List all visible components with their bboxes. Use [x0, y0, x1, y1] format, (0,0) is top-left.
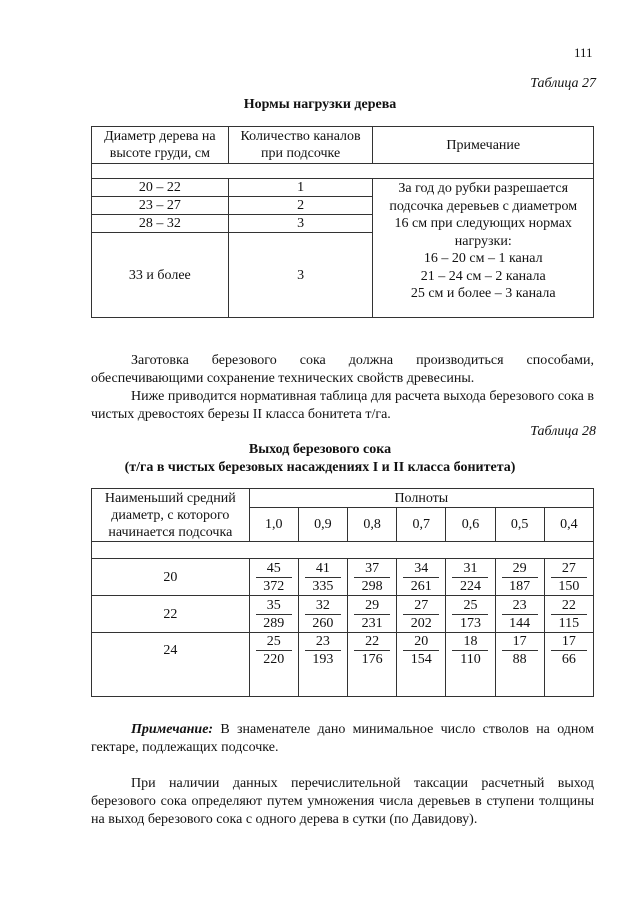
table28-label: Таблица 28 [530, 424, 596, 439]
fraction-denominator: 298 [361, 578, 383, 594]
fraction-denominator: 193 [312, 652, 334, 667]
table27-note-cell [373, 179, 594, 318]
table27-cell-diameter: 23 – 27 [92, 197, 229, 215]
fraction-numerator: 34 [403, 560, 439, 578]
paragraph: Заготовка березового сока должна производиться способами, обеспечивающими сохранение технических свойств древесины. [91, 353, 594, 386]
table27-cell-diameter: 33 и более [92, 233, 229, 318]
table28-cell-fraction [446, 596, 495, 633]
table28-density-header: 0,8 [348, 508, 397, 542]
table27-cell-diameter: 20 – 22 [92, 179, 229, 197]
fraction-denominator: 202 [410, 615, 432, 631]
fraction-denominator: 187 [509, 578, 531, 594]
fraction-denominator: 66 [561, 652, 576, 667]
table28-cell-fraction [446, 633, 495, 697]
table27-label: Таблица 27 [530, 76, 596, 91]
fraction-denominator: 335 [312, 578, 334, 594]
fraction-numerator: 22 [551, 597, 587, 615]
fraction-denominator: 260 [312, 615, 334, 631]
fraction-denominator: 154 [410, 652, 432, 667]
table28-cell-fraction [544, 633, 593, 697]
table28-cell-fraction [495, 559, 544, 596]
fraction-numerator: 41 [305, 560, 341, 578]
table27-title: Нормы нагрузки дерева [243, 97, 397, 112]
fraction-numerator: 32 [305, 597, 341, 615]
table27-cell-channels: 3 [228, 215, 373, 233]
paragraph: При наличии данных перечислительной таксации расчетный выход березового сока определяют путем умножения числа деревьев в ступени толщины на выход березового сока с одного дерева в сутки (по Давидову). [91, 776, 594, 827]
table28-cell-fraction [348, 596, 397, 633]
paragraph: Ниже приводится нормативная таблица для расчета выхода березового сока в чистых древостоях березы II класса бонитета т/га. [91, 389, 594, 422]
body-text-block-1 [91, 352, 594, 424]
table27-header-diameter: Диаметр дерева на высоте груди, см [92, 127, 229, 164]
fraction-numerator: 27 [403, 597, 439, 615]
fraction-denominator: 289 [263, 615, 285, 631]
table28 [91, 488, 594, 697]
fraction-numerator: 17 [502, 633, 538, 651]
table28-cell-fraction [249, 633, 298, 697]
note-label: Примечание: [131, 722, 214, 737]
note-paragraph [91, 721, 594, 757]
table27-header-note: Примечание [373, 127, 594, 164]
fraction-denominator: 115 [558, 615, 580, 631]
note-block [91, 721, 594, 757]
table28-density-header: 0,5 [495, 508, 544, 542]
table28-spacer-row [92, 542, 594, 559]
table28-cell-fraction [397, 559, 446, 596]
note-line: подсочка деревьев с диаметром [389, 198, 578, 214]
fraction-denominator: 150 [558, 578, 580, 594]
table27-cell-channels: 3 [228, 233, 373, 318]
note-text: В знаменателе дано минимальное число стволов на одном гектаре, подлежащих подсочке. [91, 722, 594, 755]
table28-cell-fraction [544, 559, 593, 596]
fraction-denominator: 88 [512, 652, 527, 667]
fraction-numerator: 31 [452, 560, 488, 578]
fraction-numerator: 35 [256, 597, 292, 615]
fraction-numerator: 29 [354, 597, 390, 615]
table27-cell-diameter: 28 – 32 [92, 215, 229, 233]
table28-cell-fraction [298, 596, 347, 633]
note-line: За год до рубки разрешается [398, 181, 569, 196]
fraction-denominator: 176 [361, 652, 383, 667]
table28-density-header: 0,4 [544, 508, 593, 542]
fraction-denominator: 231 [361, 615, 383, 631]
fraction-numerator: 17 [551, 633, 587, 651]
fraction-numerator: 27 [551, 560, 587, 578]
table28-title-line2: (т/га в чистых березовых насаждениях I и II класса бонитета) [124, 460, 516, 475]
table28-cell-fraction [298, 559, 347, 596]
note-line: 25 см и более – 3 канала [410, 286, 556, 301]
table28-title-line1: Выход березового сока [248, 442, 392, 457]
table28-cell-fraction [348, 633, 397, 697]
table28-cell-fraction [495, 633, 544, 697]
table27-spacer-row [92, 164, 594, 179]
fraction-numerator: 37 [354, 560, 390, 578]
table28-cell-fraction [446, 559, 495, 596]
fraction-numerator: 23 [502, 597, 538, 615]
table28-cell-fraction [249, 559, 298, 596]
table27-cell-channels: 1 [228, 179, 373, 197]
table28-cell-fraction [397, 596, 446, 633]
table28-cell-fraction [544, 596, 593, 633]
fraction-denominator: 224 [459, 578, 481, 594]
body-text-block-2 [91, 775, 594, 829]
note-line: нагрузки: [454, 233, 512, 249]
note-line: 21 – 24 см – 2 канала [420, 268, 546, 284]
note-line: 16 см при следующих нормах [394, 216, 572, 231]
table28-header-density: Полноты [249, 489, 593, 508]
table28-cell-fraction [249, 596, 298, 633]
fraction-numerator: 18 [452, 633, 488, 651]
table28-density-header: 0,7 [397, 508, 446, 542]
fraction-denominator: 220 [263, 652, 285, 667]
table28-density-header: 0,9 [298, 508, 347, 542]
table28-density-header: 1,0 [249, 508, 298, 542]
fraction-denominator: 173 [459, 615, 481, 631]
table28-cell-diameter: 22 [92, 596, 250, 633]
table27 [91, 126, 594, 318]
fraction-numerator: 25 [256, 633, 292, 651]
table28-density-header: 0,6 [446, 508, 495, 542]
note-line: 16 – 20 см – 1 канал [423, 251, 543, 266]
fraction-denominator: 110 [460, 652, 481, 667]
table28-cell-fraction [298, 633, 347, 697]
table28-cell-diameter: 24 [92, 633, 250, 697]
fraction-numerator: 22 [354, 633, 390, 651]
fraction-denominator: 372 [263, 578, 285, 594]
table28-header-diameter: Наименьший средний диаметр, с которого начинается подсочка [92, 489, 250, 542]
fraction-denominator: 261 [410, 578, 432, 594]
table28-cell-diameter: 20 [92, 559, 250, 596]
fraction-numerator: 23 [305, 633, 341, 651]
fraction-numerator: 25 [452, 597, 488, 615]
table28-cell-fraction [348, 559, 397, 596]
fraction-numerator: 45 [256, 560, 292, 578]
fraction-denominator: 144 [509, 615, 531, 631]
fraction-numerator: 20 [403, 633, 439, 651]
table27-cell-channels: 2 [228, 197, 373, 215]
page-number: 111 [574, 45, 593, 60]
table28-cell-fraction [495, 596, 544, 633]
fraction-numerator: 29 [502, 560, 538, 578]
table27-header-channels: Количество каналов при подсочке [228, 127, 373, 164]
table28-cell-fraction [397, 633, 446, 697]
